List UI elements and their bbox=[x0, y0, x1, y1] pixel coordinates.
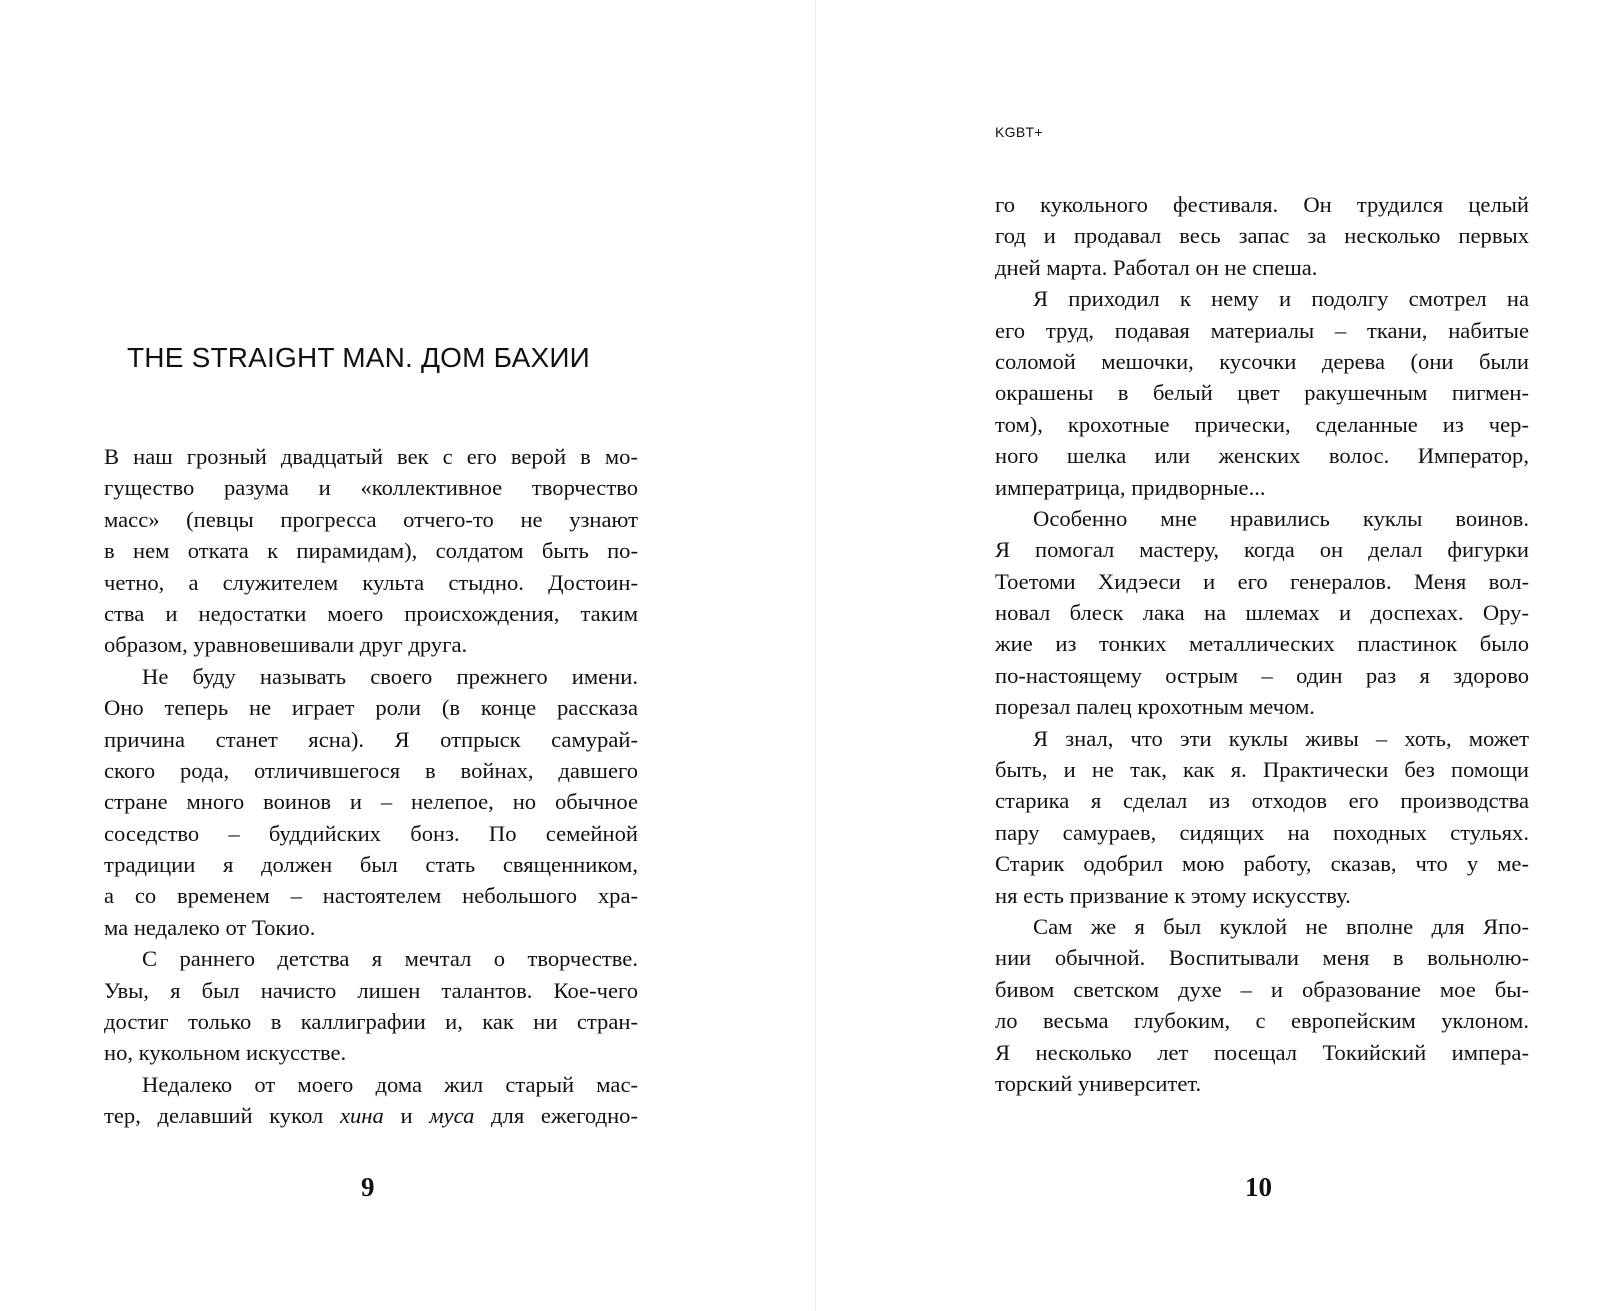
text-line: стране много воинов и – нелепое, но обычное bbox=[104, 789, 638, 815]
text-line-with-italics bbox=[104, 1100, 638, 1131]
text-line: его труд, подавая материалы – ткани, набитые bbox=[995, 317, 1529, 343]
text-line: Старик одобрил мою работу, сказав, что у ме- bbox=[995, 851, 1529, 877]
text-line: нии обычной. Воспитывали меня в вольнолю- bbox=[995, 945, 1529, 971]
text-line: но, кукольном искусстве. bbox=[104, 1040, 347, 1066]
text-line: Сам же я был куклой не вполне для Япо- bbox=[1033, 913, 1529, 939]
page-number-left: 9 bbox=[361, 1172, 375, 1202]
italic-term: муса bbox=[429, 1103, 475, 1129]
running-header: KGBT+ bbox=[995, 124, 1043, 140]
text-line: пару самураев, сидящих на походных стульях. bbox=[995, 819, 1529, 845]
text-line: Недалеко от моего дома жил старый мас- bbox=[142, 1071, 638, 1097]
text-line: ня есть призвание к этому искусству. bbox=[995, 882, 1351, 908]
text-line: соломой мешочки, кусочки дерева (они были bbox=[995, 348, 1529, 374]
text-line: Я несколько лет посещал Токийский импера- bbox=[995, 1039, 1529, 1065]
text-line: соседство – буддийских бонз. По семейной bbox=[104, 820, 638, 846]
text-segment: и bbox=[400, 1103, 413, 1129]
text-line: а со временем – настоятелем небольшого хра- bbox=[104, 883, 638, 909]
text-line: образом, уравновешивали друг друга. bbox=[104, 632, 468, 658]
text-line: В наш грозный двадцатый век с его верой в мо- bbox=[104, 444, 638, 469]
text-line: гущество разума и «коллективное творчество bbox=[104, 475, 638, 501]
text-line: быть, и не так, как я. Практически без помощи bbox=[995, 757, 1529, 783]
text-line: дней марта. Работал он не спеша. bbox=[995, 254, 1318, 280]
text-line: бивом светском духе – и образование мое бы- bbox=[995, 976, 1529, 1002]
text-line: Тоетоми Хидэеси и его генералов. Меня вол- bbox=[995, 568, 1529, 594]
text-line: достиг только в каллиграфии и, как ни стран- bbox=[104, 1009, 638, 1035]
text-line: четно, а служителем культа стыдно. Достоин- bbox=[104, 569, 638, 595]
text-line: причина станет ясна). Я отпрыск самурай- bbox=[104, 726, 638, 752]
text-line: год и продавал весь запас за несколько первых bbox=[995, 223, 1529, 249]
text-line: старика я сделал из отходов его производства bbox=[995, 788, 1529, 814]
text-line: Оно теперь не играет роли (в конце рассказа bbox=[104, 695, 638, 721]
right-page bbox=[816, 0, 1624, 1311]
text-line: торский университет. bbox=[995, 1070, 1202, 1096]
text-segment: для ежегодно- bbox=[491, 1103, 638, 1129]
text-line: ло весьма глубоким, с европейским уклоном. bbox=[995, 1008, 1529, 1034]
text-line: масс» (певцы прогресса отчего-то не узнают bbox=[104, 506, 638, 532]
text-line: в нем отката к пирамидам), солдатом быть по- bbox=[104, 538, 638, 564]
text-line: традиции я должен был стать священником, bbox=[104, 852, 638, 878]
text-line: по-настоящему острым – один раз я здорово bbox=[995, 662, 1529, 688]
text-line: Особенно мне нравились куклы воинов. bbox=[1033, 505, 1529, 531]
text-line: Я помогал мастеру, когда он делал фигурки bbox=[995, 537, 1529, 563]
text-line: Увы, я был начисто лишен талантов. Кое-чего bbox=[104, 977, 638, 1003]
text-line: жие из тонких металлических пластинок было bbox=[995, 631, 1529, 657]
text-line: Я знал, что эти куклы живы – хоть, может bbox=[1033, 725, 1529, 751]
left-page-text bbox=[104, 441, 638, 1132]
text-line: го кукольного фестиваля. Он трудился целый bbox=[995, 192, 1529, 217]
text-line: порезал палец крохотным мечом. bbox=[995, 694, 1315, 720]
chapter-title: THE STRAIGHT MAN. ДОМ БАХИИ bbox=[127, 342, 590, 373]
page-number-right: 10 bbox=[1245, 1172, 1272, 1202]
text-line: ма недалеко от Токио. bbox=[104, 914, 316, 940]
text-line: окрашены в белый цвет ракушечным пигмен- bbox=[995, 380, 1529, 406]
text-line: С раннего детства я мечтал о творчестве. bbox=[142, 946, 638, 972]
text-line: ства и недостатки моего происхождения, таким bbox=[104, 600, 638, 626]
text-segment: тер, делавший кукол bbox=[104, 1103, 324, 1129]
right-page-text bbox=[995, 189, 1529, 1099]
text-line: том), крохотные прически, сделанные из чер- bbox=[995, 411, 1529, 437]
text-line: ского рода, отличившегося в войнах, давшего bbox=[104, 757, 638, 783]
italic-term: хина bbox=[339, 1103, 384, 1129]
text-line: императрица, придворные... bbox=[995, 474, 1266, 500]
text-line: Я приходил к нему и подолгу смотрел на bbox=[1033, 286, 1529, 312]
text-line: новал блеск лака на шлемах и доспехах. Ору- bbox=[995, 600, 1529, 626]
text-line: ного шелка или женских волос. Император, bbox=[995, 443, 1529, 469]
text-line: Не буду называть своего прежнего имени. bbox=[142, 663, 638, 689]
